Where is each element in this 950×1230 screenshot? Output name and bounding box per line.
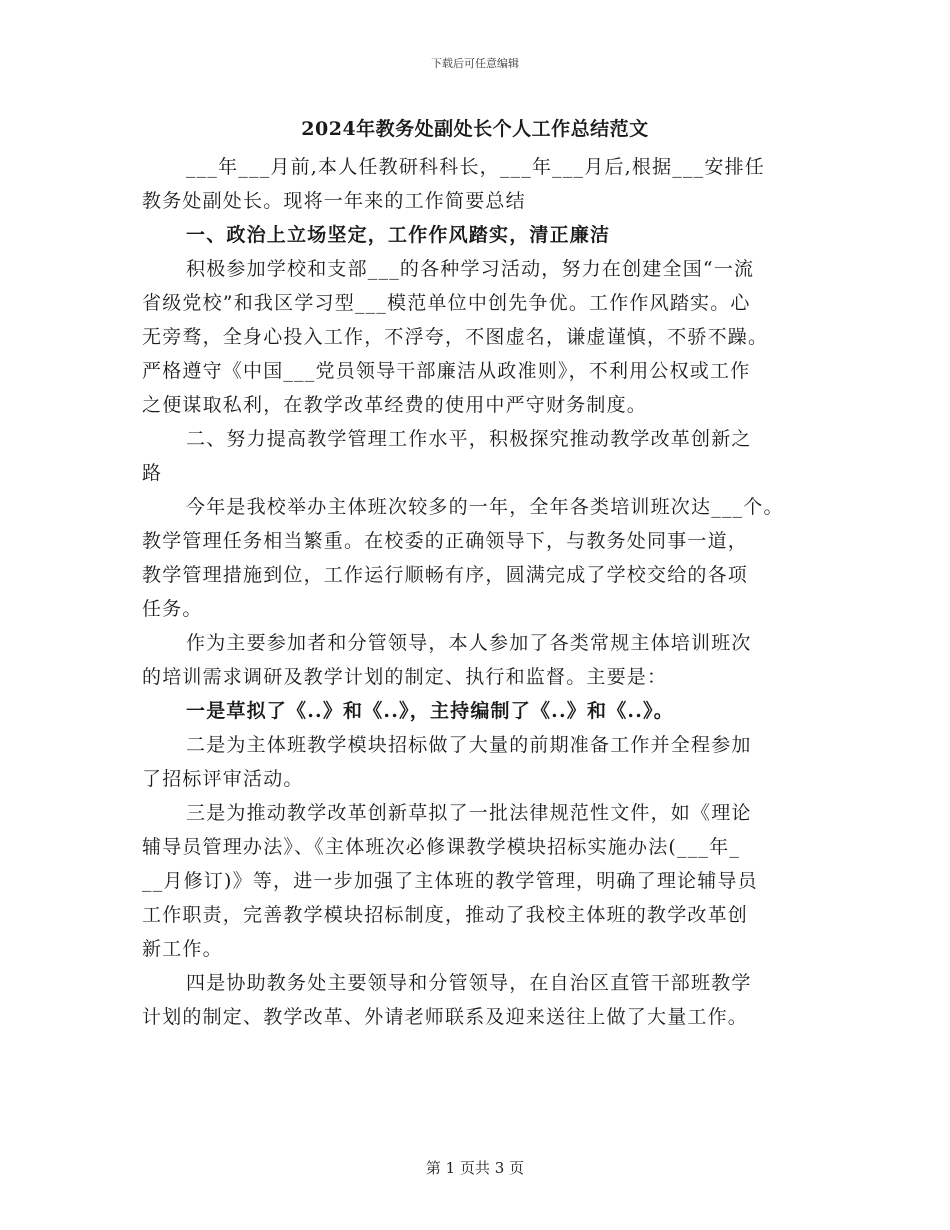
body-text-line: 四是协助教务处主要领导和分管领导，在自治区直管干部班教学	[186, 972, 752, 994]
body-text-line: 的培训需求调研及教学计划的制定、执行和监督。主要是：	[142, 666, 668, 688]
body-text-line: 作为主要参加者和分管领导，本人参加了各类常规主体培训班次	[186, 632, 752, 654]
body-text-line: 三是为推动教学改革创新草拟了一批法律规范性文件，如《理论	[186, 802, 752, 824]
body-text-line: 任务。	[142, 598, 203, 620]
section-heading-line: 一、政治上立场坚定，工作作风踏实，清正廉洁	[186, 224, 611, 246]
body-text-line: 工作职责，完善教学模块招标制度，推动了我校主体班的教学改革创	[142, 904, 749, 926]
body-text-line: 积极参加学校和支部___的各种学习活动，努力在创建全国“一流	[186, 258, 755, 280]
body-text-line: 了招标评审活动。	[142, 768, 304, 790]
body-text-line: 新工作。	[142, 938, 223, 960]
body-text-line: __月修订)》等，进一步加强了主体班的教学管理，明确了理论辅导员	[142, 870, 758, 892]
body-text-line: 今年是我校举办主体班次较多的一年，全年各类培训班次达___个。	[186, 496, 784, 518]
body-text-line: 辅导员管理办法》、《主体班次必修课教学模块招标实施办法(___年_	[142, 836, 741, 858]
body-text-line: 严格遵守《中国___党员领导干部廉洁从政准则》，不利用公权或工作	[142, 360, 751, 382]
header-note: 下载后可任意编辑	[431, 57, 519, 70]
page-footer: 第 1 页共 3 页	[425, 1159, 525, 1177]
document-title: 2024年教务处副处长个人工作总结范文	[301, 118, 649, 140]
body-text-line: 省级党校”和我区学习型___模范单位中创先争优。工作作风踏实。心	[142, 292, 751, 314]
section-heading-line: 一是草拟了《..》和《..》，主持编制了《..》和《..》。	[186, 700, 674, 722]
body-text-line: 之便谋取私利，在教学改革经费的使用中严守财务制度。	[142, 394, 648, 416]
body-text-line: ___年___月前,本人任教研科科长，___年___月后,根据___安排任	[186, 156, 765, 178]
body-text-line: 无旁骛，全身心投入工作，不浮夸，不图虚名，谦虚谨慎，不骄不躁。	[142, 326, 769, 348]
document-body	[142, 150, 822, 1034]
body-text-line: 教学管理任务相当繁重。在校委的正确领导下，与教务处同事一道，	[142, 530, 749, 552]
body-text-line: 教学管理措施到位，工作运行顺畅有序，圆满完成了学校交给的各项	[142, 564, 749, 586]
body-text-line: 教务处副处长。现将一年来的工作简要总结	[142, 190, 526, 212]
body-text-line: 二、努力提高教学管理工作水平，积极探究推动教学改革创新之	[186, 428, 752, 450]
body-text-line: 路	[142, 462, 163, 484]
body-text-line: 计划的制定、教学改革、外请老师联系及迎来送往上做了大量工作。	[142, 1006, 749, 1028]
body-text-line: 二是为主体班教学模块招标做了大量的前期准备工作并全程参加	[186, 734, 752, 756]
